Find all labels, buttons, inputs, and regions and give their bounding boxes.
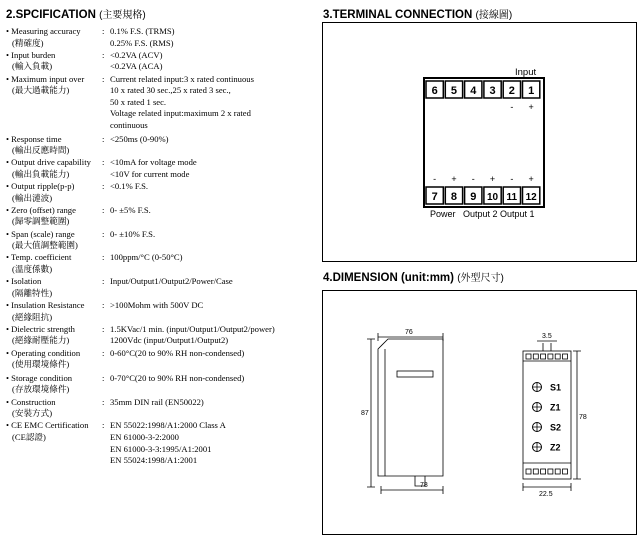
terminal-number: 4 xyxy=(470,85,477,97)
input-label: Input xyxy=(515,67,537,78)
dim-label-87: 87 xyxy=(361,410,369,417)
spec-value-cell xyxy=(110,373,316,396)
front-screw xyxy=(541,354,546,359)
terminal-sign: + xyxy=(489,174,496,184)
spec-value: 1.5KVac/1 min. (input/Output1/Output2/power) xyxy=(110,323,275,334)
spec-label-zh: (絕緣耐壓能力) xyxy=(12,335,70,346)
spec-label-zh: (隔離特性) xyxy=(12,287,53,298)
spec-label-zh: (輸出負載能力) xyxy=(12,168,70,179)
terminal-diagram xyxy=(323,23,638,263)
knob-label: Z1 xyxy=(550,402,561,413)
spec-value-cell xyxy=(110,50,316,73)
spec-value-cell xyxy=(110,420,316,466)
dim-label-78-right: 78 xyxy=(579,414,587,421)
spec-value-cell xyxy=(110,324,316,347)
dimension-heading xyxy=(323,269,504,284)
spec-label: • Measuring accuracy xyxy=(6,26,81,36)
spec-row xyxy=(6,157,316,180)
spec-value: continuous xyxy=(110,119,148,130)
spec-label: • Output drive capability xyxy=(6,157,91,167)
power-label: Power xyxy=(430,209,456,219)
spec-sep: : xyxy=(102,276,105,287)
spec-label-zh: (輸出漣波) xyxy=(12,192,53,203)
terminal-sign: - xyxy=(471,174,475,184)
front-screw xyxy=(533,354,538,359)
spec-table xyxy=(6,26,316,467)
spec-label: • Operating condition xyxy=(6,348,80,358)
spec-value: >100Mohm with 500V DC xyxy=(110,300,204,310)
spec-value-cell xyxy=(110,26,316,49)
bottom-terminal-row xyxy=(426,174,540,204)
spec-sep: : xyxy=(102,228,105,239)
terminal-number: 2 xyxy=(508,85,515,97)
spec-row xyxy=(6,420,316,466)
spec-sep: : xyxy=(102,26,105,36)
spec-sep: : xyxy=(102,133,105,144)
terminal-number: 3 xyxy=(489,85,496,97)
spec-value: 0- ±10% F.S. xyxy=(110,228,156,239)
spec-label-cell xyxy=(6,134,102,157)
spec-label-cell xyxy=(6,300,102,323)
spec-sep: : xyxy=(102,420,105,431)
terminal-number: 12 xyxy=(525,192,537,203)
spec-value: 0-70°C(20 to 90% RH non-condensed) xyxy=(110,372,245,383)
spec-value-cell xyxy=(110,300,316,323)
spec-label-cell xyxy=(6,26,102,49)
spec-value: 0-60°C(20 to 90% RH non-condensed) xyxy=(110,347,245,358)
front-view-knobs xyxy=(533,383,562,453)
spec-label-zh: (歸零調整範圍) xyxy=(12,216,70,227)
spec-value-cell xyxy=(110,276,316,299)
dimension-heading-zh: (外型尺寸) xyxy=(457,273,504,284)
spec-value: 0.1% F.S. (TRMS) xyxy=(110,26,175,36)
spec-label: • Zero (offset) range xyxy=(6,205,76,215)
spec-sep: : xyxy=(102,49,105,60)
spec-label-zh: (輸入負載) xyxy=(12,61,53,72)
spec-value: EN 61000-3-3:1995/A1:2001 xyxy=(110,443,212,454)
terminal-sign: + xyxy=(528,174,534,184)
spec-heading-zh: (主要規格) xyxy=(99,10,146,21)
spec-sep: : xyxy=(102,300,105,310)
terminal-heading-zh: (接線圖) xyxy=(475,10,513,21)
spec-sep: : xyxy=(102,181,105,192)
terminal-heading xyxy=(323,6,512,21)
knob-cross-icon xyxy=(533,423,541,431)
spec-label-cell xyxy=(6,397,102,420)
spec-value-cell xyxy=(110,229,316,252)
spec-label: • Dielectric strength xyxy=(6,324,75,334)
knob-cross-icon xyxy=(533,403,541,411)
spec-label-cell xyxy=(6,420,102,466)
output1-label: Output 1 xyxy=(500,209,535,219)
spec-sep: : xyxy=(102,372,105,383)
spec-row xyxy=(6,26,316,49)
spec-label: • Insulation Resistance xyxy=(6,300,84,310)
spec-value-cell xyxy=(110,252,316,275)
spec-value: EN 55024:1998/A1:2001 xyxy=(110,455,198,466)
spec-row xyxy=(6,134,316,157)
front-screw xyxy=(526,354,531,359)
spec-label-zh: (最大值調整範圍) xyxy=(12,240,78,251)
spec-row xyxy=(6,205,316,228)
spec-sep: : xyxy=(102,396,105,407)
spec-label: • Response time xyxy=(6,134,62,144)
spec-value: 50 x rated 1 sec. xyxy=(110,96,167,107)
front-screw xyxy=(555,469,560,474)
terminal-frame xyxy=(322,22,637,262)
spec-value-cell xyxy=(110,181,316,204)
spec-value: 100ppm/°C (0-50°C) xyxy=(110,252,183,263)
spec-value-cell xyxy=(110,205,316,228)
spec-label-cell xyxy=(6,181,102,204)
spec-value: <250ms (0-90%) xyxy=(110,133,169,144)
side-view-slot xyxy=(397,371,433,377)
terminal-number: 6 xyxy=(431,85,438,97)
spec-value: <0.2VA (ACA) xyxy=(110,61,163,72)
spec-row xyxy=(6,74,316,132)
spec-value: 35mm DIN rail (EN50022) xyxy=(110,396,204,407)
spec-value: <0.2VA (ACV) xyxy=(110,49,163,60)
spec-row xyxy=(6,397,316,420)
spec-value: 10 x rated 30 sec.,25 x rated 3 sec., xyxy=(110,85,231,96)
spec-label-cell xyxy=(6,252,102,275)
spec-heading xyxy=(6,6,146,21)
spec-label-cell xyxy=(6,157,102,180)
spec-label-zh: (使用環境條件) xyxy=(12,359,70,370)
knob-cross-icon xyxy=(533,443,541,451)
spec-row xyxy=(6,229,316,252)
spec-label: • Temp. coefficient xyxy=(6,252,71,262)
spec-value-cell xyxy=(110,74,316,132)
front-view-pin xyxy=(543,343,551,351)
front-screw xyxy=(548,469,553,474)
front-view-screws xyxy=(526,354,568,474)
spec-label-cell xyxy=(6,74,102,132)
knob-label: S2 xyxy=(550,422,562,433)
spec-value: <10V for current mode xyxy=(110,168,190,179)
terminal-number: 9 xyxy=(470,191,477,203)
front-screw xyxy=(555,354,560,359)
spec-label-cell xyxy=(6,373,102,396)
dim-label-22-5: 22.5 xyxy=(539,491,553,498)
side-view-body xyxy=(378,339,443,476)
spec-sep: : xyxy=(102,204,105,215)
front-screw xyxy=(563,354,568,359)
spec-label-cell xyxy=(6,276,102,299)
knob-label: Z2 xyxy=(550,442,561,453)
spec-label: • Construction xyxy=(6,397,56,407)
spec-value: Input/Output1/Output2/Power/Case xyxy=(110,276,233,287)
terminal-sign: - xyxy=(510,102,514,112)
spec-sep: : xyxy=(102,323,105,334)
terminal-sign: - xyxy=(433,174,437,184)
terminal-number: 7 xyxy=(431,191,438,203)
spec-label: • CE EMC Certification xyxy=(6,420,89,430)
knob-label: S1 xyxy=(550,382,562,393)
spec-value: <0.1% F.S. xyxy=(110,181,149,192)
spec-label-cell xyxy=(6,229,102,252)
front-screw xyxy=(526,469,531,474)
terminal-sign: - xyxy=(510,174,514,184)
terminal-heading-text: 3.TERMINAL CONNECTION xyxy=(323,9,473,21)
spec-label: • Output ripple(p-p) xyxy=(6,181,74,191)
spec-label-cell xyxy=(6,205,102,228)
terminal-number: 8 xyxy=(450,191,458,203)
spec-label-zh: (輸出反應時間) xyxy=(12,145,70,156)
spec-label-cell xyxy=(6,324,102,347)
spec-value: 0.25% F.S. (RMS) xyxy=(110,37,174,48)
spec-sep: : xyxy=(102,252,105,263)
top-terminal-row xyxy=(426,81,540,112)
front-screw xyxy=(548,354,553,359)
spec-value: 1200Vdc (input/Output1/Output2) xyxy=(110,335,229,346)
spec-value: EN 55022:1998/A1:2000 Class A xyxy=(110,420,226,431)
spec-label-cell xyxy=(6,348,102,371)
spec-value-cell xyxy=(110,348,316,371)
spec-label-zh: (溫度係數) xyxy=(12,264,53,275)
spec-label-zh: (絕緣阻抗) xyxy=(12,311,53,322)
spec-row xyxy=(6,324,316,347)
spec-label-zh: (精確度) xyxy=(12,37,44,48)
spec-label: • Storage condition xyxy=(6,373,72,383)
spec-row xyxy=(6,276,316,299)
spec-label-zh: (存放環境條件) xyxy=(12,384,70,395)
spec-value: EN 61000-3-2:2000 xyxy=(110,431,179,442)
spec-label: • Isolation xyxy=(6,276,41,286)
dim-label-76: 76 xyxy=(405,329,413,336)
spec-label-cell xyxy=(6,50,102,73)
spec-sep: : xyxy=(102,157,105,168)
dim-label-78-bottom: 78 xyxy=(420,482,428,489)
spec-row xyxy=(6,50,316,73)
spec-label: • Span (scale) range xyxy=(6,229,75,239)
dim-label-3-5: 3.5 xyxy=(542,333,552,340)
spec-value-cell xyxy=(110,157,316,180)
spec-value: Voltage related input:maximum 2 x rated xyxy=(110,108,251,119)
spec-value-cell xyxy=(110,397,316,420)
terminal-number: 11 xyxy=(506,192,518,203)
spec-row xyxy=(6,300,316,323)
terminal-sign: + xyxy=(451,174,457,184)
terminal-number: 10 xyxy=(486,192,499,203)
front-screw xyxy=(563,469,568,474)
terminal-number: 5 xyxy=(450,85,458,97)
spec-row xyxy=(6,252,316,275)
terminal-number: 1 xyxy=(528,85,535,97)
spec-row xyxy=(6,348,316,371)
spec-label-zh: (最大過載能力) xyxy=(12,85,70,96)
spec-value: Current related input:3 x rated continuous xyxy=(110,73,254,84)
terminal-sign: + xyxy=(528,102,534,112)
spec-label-zh: (安裝方式) xyxy=(12,408,53,419)
front-view-dividers xyxy=(523,361,571,463)
knob-cross-icon xyxy=(533,383,541,391)
front-screw xyxy=(541,469,546,474)
spec-sep: : xyxy=(102,347,105,358)
spec-heading-text: 2.SPCIFICATION xyxy=(6,9,96,21)
dimension-frame xyxy=(322,290,637,535)
front-view-body xyxy=(523,351,571,479)
front-screw xyxy=(533,469,538,474)
spec-row xyxy=(6,373,316,396)
spec-row xyxy=(6,181,316,204)
spec-label-zh: (CE認證) xyxy=(12,431,46,442)
spec-value: 0- ±5% F.S. xyxy=(110,204,151,215)
spec-sep: : xyxy=(102,73,105,84)
spec-value-cell xyxy=(110,134,316,157)
spec-label: • Maximum input over xyxy=(6,74,84,84)
output2-label: Output 2 xyxy=(463,209,498,219)
spec-value: <10mA for voltage mode xyxy=(110,157,197,168)
spec-label: • Input burden xyxy=(6,50,55,60)
dimension-heading-text: 4.DIMENSION (unit:mm) xyxy=(323,272,454,284)
dimension-diagram xyxy=(323,291,638,536)
